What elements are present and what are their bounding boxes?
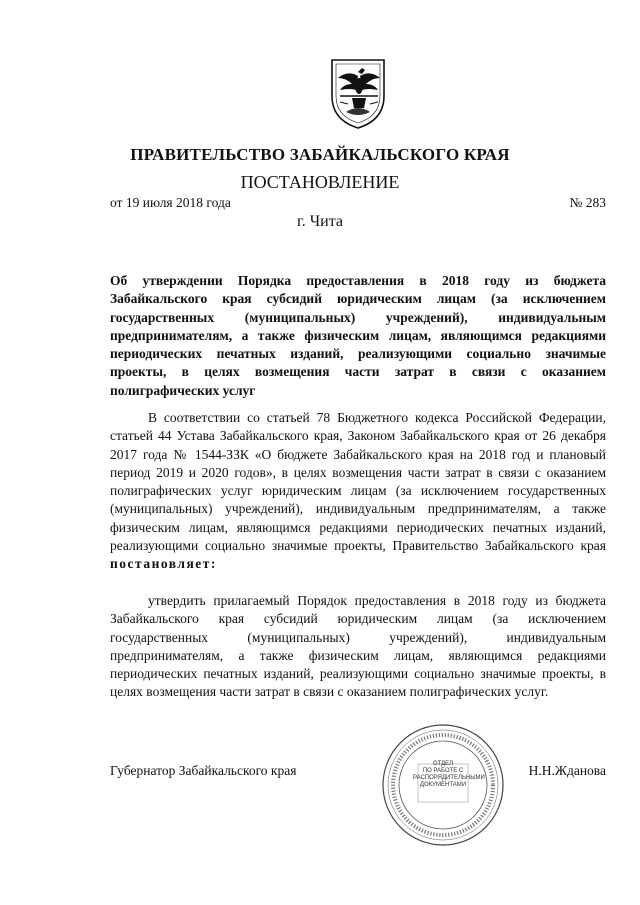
signer-position: Губернатор Забайкальского края	[110, 763, 297, 778]
stamp-line: ОТДЕЛ	[432, 761, 454, 767]
resolution-paragraph: утвердить прилагаемый Порядок предоставления в 2018 году из бюджета Забайкальского края субсидий юридическим лицам (за исключением государственных (муниципальных) учреждений), индивидуальным предпринимателям, а также физическим лицам, являющимся редакциями периодических печатных изданий, реализующими социально значимые проекты, в целях возмещения части затрат в связи с оказанием полиграфических услуг.	[110, 593, 606, 700]
document-city: г. Чита	[296, 213, 343, 230]
document-heading: Об утверждении Порядка предоставления в 2018 году из бюджета Забайкальского края субсидий юридическим лицам (за исключением государственных (муниципальных) учреждений), индивидуальным предпринимателям, а также физическим лицам, являющимся редакциями периодических печатных изданий, реализующими социально значимые проекты, в целях возмещения части затрат в связи с оказанием полиграфических услуг	[110, 273, 606, 398]
preamble-text: В соответствии со статьей 78 Бюджетного кодекса Российской Федерации, статьей 44 Устава Забайкальского края, Законом Забайкальского края от 26 декабря 2017 года № 1544-ЗЗК «О бюджете Забайкальского края на 2018 год и плановый период 2019 и 2020 годов», в целях возмещения части затрат в связи с оказанием полиграфических услуг юридическим лицам (за исключением государственных (муниципальных) учреждений), индивидуальным предпринимателям, а также физическим лицам, являющимся редакциями периодических печатных изданий, реализующими социально значимые проекты, Правительство Забайкальского края	[110, 410, 606, 554]
stamp-line: ПО РАБОТЕ С	[422, 768, 464, 774]
organization-title: ПРАВИТЕЛЬСТВО ЗАБАЙКАЛЬСКОГО КРАЯ	[130, 145, 510, 164]
stamp-line: ДОКУМЕНТАМИ	[419, 782, 467, 788]
document-number: № 283	[569, 195, 606, 210]
document-type: ПОСТАНОВЛЕНИЕ	[240, 172, 400, 192]
document-date: от 19 июля 2018 года	[110, 195, 231, 210]
decree-word: постановляет:	[110, 556, 217, 572]
signer-name: Н.Н.Жданова	[528, 763, 606, 778]
coat-of-arms-icon	[326, 56, 390, 130]
stamp-center-text	[413, 761, 485, 789]
stamp-line: РАСПОРЯДИТЕЛЬНЫМИ	[413, 775, 485, 781]
preamble-paragraph	[110, 409, 606, 574]
